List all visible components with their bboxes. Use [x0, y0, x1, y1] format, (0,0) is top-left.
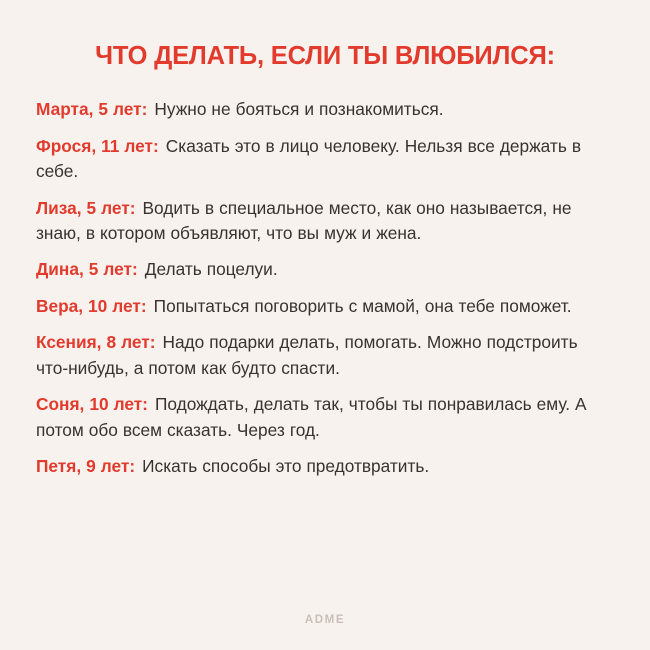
list-item — [36, 294, 614, 319]
entry-text: Делать поцелуи. — [144, 259, 278, 280]
list-item — [36, 392, 614, 443]
list-item — [36, 196, 614, 247]
entry-author: Соня, 10 лет: — [36, 394, 148, 415]
page-title: ЧТО ДЕЛАТЬ, ЕСЛИ ТЫ ВЛЮБИЛСЯ: — [95, 42, 555, 70]
list-item — [36, 97, 614, 122]
footer — [34, 610, 616, 650]
entry-text: Надо подарки делать, помогать. Можно подстроить что-нибудь, а потом как будто спасти. — [36, 332, 578, 378]
entry-text: Нужно не бояться и познакомиться. — [154, 99, 444, 120]
entry-text: Водить в специальное место, как оно называется, не знаю, в котором объявляют, что вы муж и жена. — [36, 197, 572, 243]
list-item — [36, 134, 614, 185]
entry-text: Сказать это в лицо человеку. Нельзя все держать в себе. — [36, 135, 582, 182]
adme-logo: ADME — [304, 614, 346, 626]
entry-author: Фрося, 11 лет: — [36, 135, 159, 156]
list-item — [36, 330, 614, 381]
list-item — [36, 454, 614, 479]
entry-author: Марта, 5 лет: — [36, 99, 148, 120]
entry-author: Лиза, 5 лет: — [36, 197, 136, 218]
entry-text: Подождать, делать так, чтобы ты понравилась ему. А потом обо всем сказать. Через год. — [36, 394, 587, 440]
entry-author: Вера, 10 лет: — [36, 295, 147, 316]
entry-text: Искать способы это предотвратить. — [142, 455, 430, 476]
entry-author: Дина, 5 лет: — [36, 259, 138, 280]
list-item — [36, 257, 614, 282]
entry-text: Попытаться поговорить с мамой, она тебе поможет. — [153, 295, 572, 316]
entry-author: Ксения, 8 лет: — [36, 332, 156, 353]
entry-author: Петя, 9 лет: — [36, 455, 136, 476]
answer-list — [34, 97, 616, 610]
